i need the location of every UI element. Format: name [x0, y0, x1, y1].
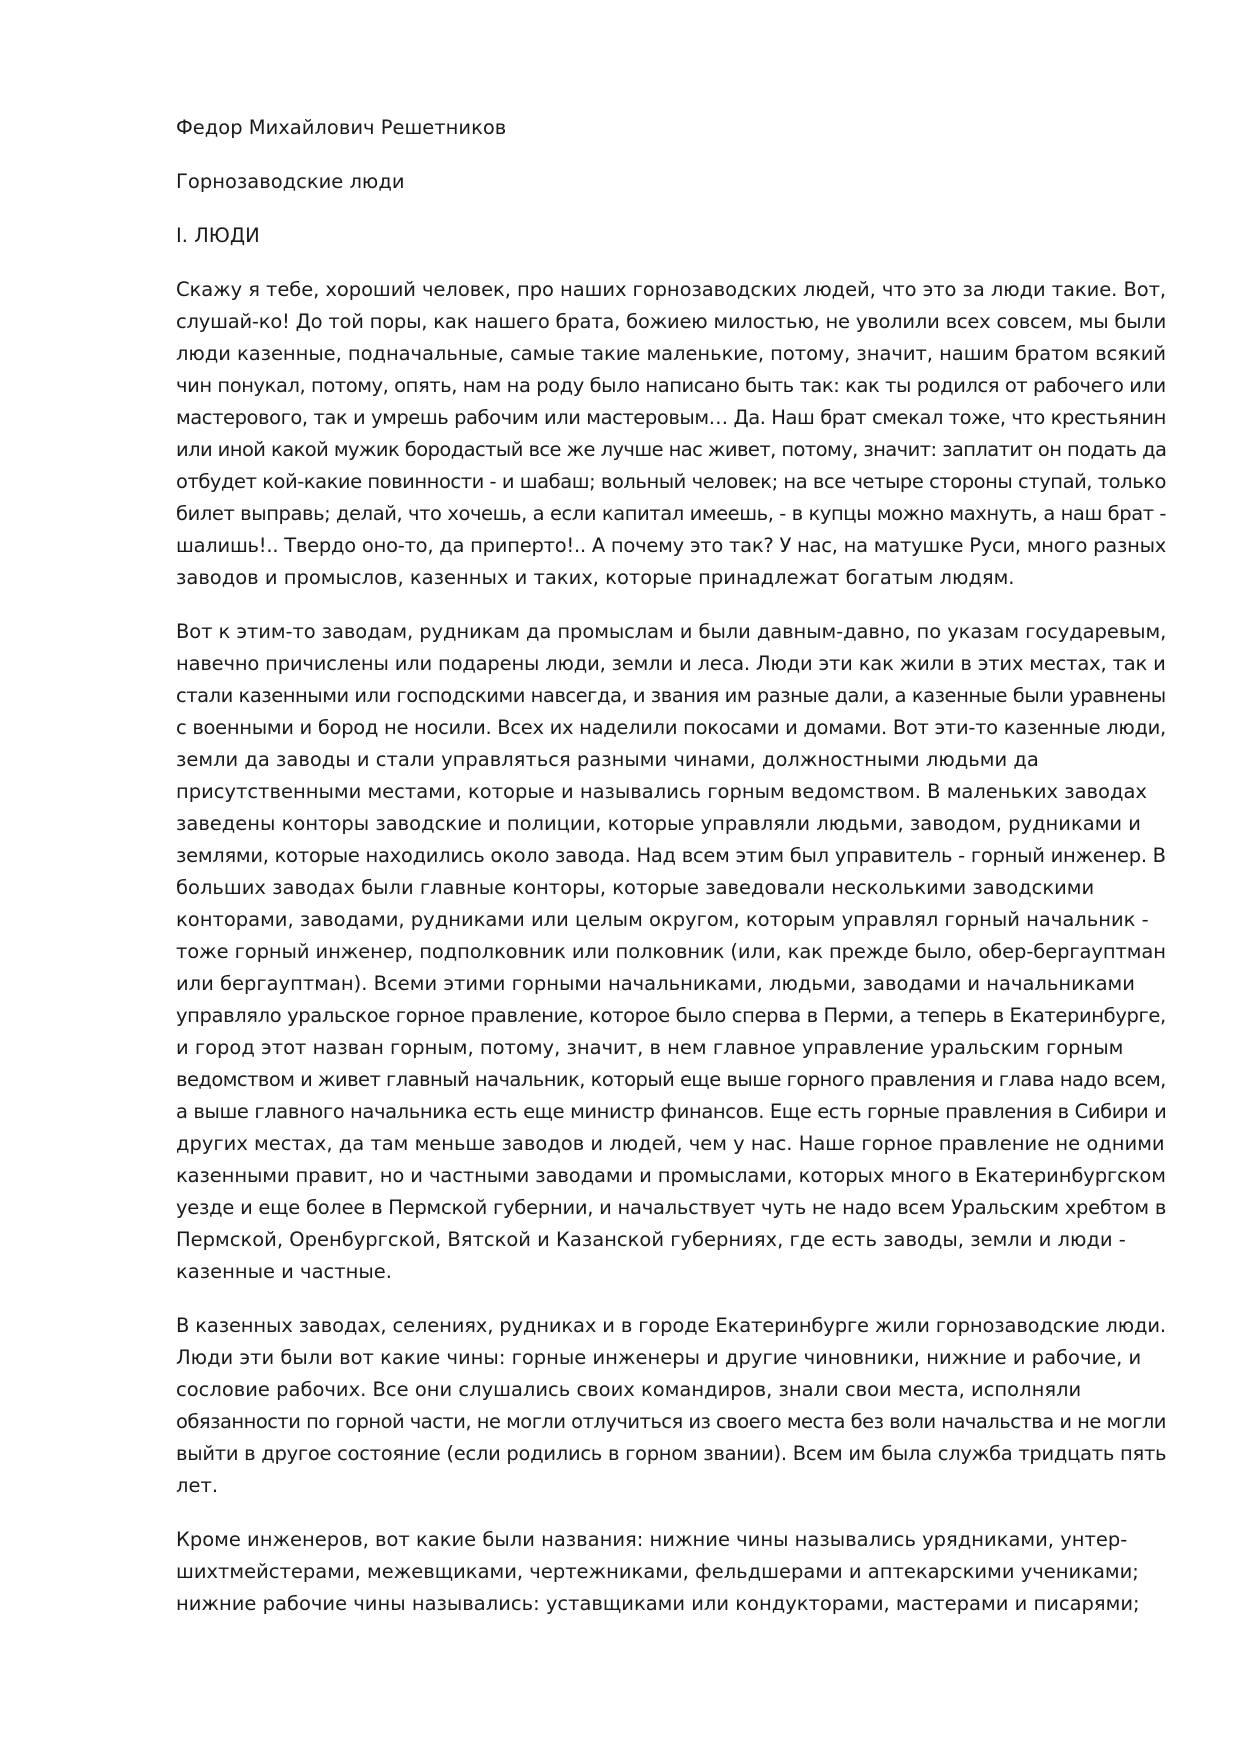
text-line: и город этот назван горным, потому, значит, в нем главное управление уральским горным — [176, 1036, 1124, 1059]
chapter-heading: I. ЛЮДИ — [176, 224, 260, 247]
text-line: сословие рабочих. Все они слушались своих командиров, знали свои места, исполняли — [176, 1378, 1082, 1401]
text-line: заведены конторы заводские и полиции, которые управляли людьми, заводом, рудниками и — [176, 812, 1141, 835]
text-line: больших заводах были главные конторы, которые заведовали несколькими заводскими — [176, 876, 1095, 899]
text-line: слушай-ко! До той поры, как нашего брата, божиею милостью, не уволили всех совсем, мы были — [176, 310, 1167, 333]
text-line: билет выправь; делай, что хочешь, а если капитал имеешь, - в купцы можно махнуть, а наш брат - — [176, 502, 1167, 525]
text-line: шалишь!.. Твердо оно-то, да приперто!.. А почему это так? У нас, на матушке Руси, много разных — [176, 534, 1167, 557]
text-line: земли да заводы и стали управляться разными чинами, должностными людьми да — [176, 748, 1039, 771]
text-line: стали казенными или господскими навсегда, и звания им разные дали, а казенные были уравнены — [176, 684, 1166, 707]
text-line: с военными и бород не носили. Всех их наделили покосами и домами. Вот эти-то казенные люди, — [176, 716, 1166, 739]
text-line: управляло уральское горное правление, которое было сперва в Перми, а теперь в Екатеринбурге, — [176, 1004, 1166, 1027]
document-body — [176, 112, 1166, 1642]
text-line: конторами, заводами, рудниками или целым округом, которым управлял горный начальник - — [176, 908, 1149, 931]
text-line: Пермской, Оренбургской, Вятской и Казанской губерниях, где есть заводы, земли и люди - — [176, 1228, 1126, 1251]
text-line: ведомством и живет главный начальник, который еще выше горного правления и глава надо всем, — [176, 1068, 1166, 1091]
text-line: люди казенные, подначальные, самые такие маленькие, потому, значит, нашим братом всякий — [176, 342, 1166, 365]
body-paragraph — [176, 616, 1166, 1288]
text-line: присутственными местами, которые и назывались горным ведомством. В маленьких заводах — [176, 780, 1147, 803]
text-line: обязанности по горной части, не могли отлучиться из своего места без воли начальства и не могли — [176, 1410, 1166, 1433]
paragraphs-container — [176, 274, 1166, 1620]
text-line: мастерового, так и умрешь рабочим или мастеровым… Да. Наш брат смекал тоже, что крестьянин — [176, 406, 1166, 429]
text-line: а выше главного начальника есть еще министр финансов. Еще есть горные правления в Сибири и — [176, 1100, 1167, 1123]
text-line: казенные и частные. — [176, 1260, 392, 1283]
text-line: землями, которые находились около завода. Над всем этим был управитель - горный инженер. В — [176, 844, 1166, 867]
text-line: отбудет кой-какие повинности - и шабаш; вольный человек; на все четыре стороны ступай, только — [176, 470, 1166, 493]
body-paragraph — [176, 1310, 1166, 1502]
text-line: Кроме инженеров, вот какие были названия: нижние чины назывались урядниками, унтер- — [176, 1528, 1128, 1551]
text-line: выйти в другое состояние (если родились в горном звании). Всем им была служба тридцать пять — [176, 1442, 1167, 1465]
text-line: навечно причислены или подарены люди, земли и леса. Люди эти как жили в этих местах, так и — [176, 652, 1166, 675]
text-line: чин понукал, потому, опять, нам на роду было написано быть так: как ты родился от рабочего или — [176, 374, 1166, 397]
text-line: нижние рабочие чины назывались: уставщиками или кондукторами, мастерами и писарями; — [176, 1592, 1140, 1615]
text-line: других местах, да там меньше заводов и людей, чем у нас. Наше горное правление не одними — [176, 1132, 1165, 1155]
text-line: Люди эти были вот какие чины: горные инженеры и другие чиновники, нижние и рабочие, и — [176, 1346, 1142, 1369]
text-line: тоже горный инженер, подполковник или полковник (или, как прежде было, обер-бергауптман — [176, 940, 1166, 963]
text-line: Скажу я тебе, хороший человек, про наших горнозаводских людей, что это за люди такие. Вот, — [176, 278, 1167, 301]
document-title: Горнозаводские люди — [176, 170, 405, 193]
author-name: Федор Михайлович Решетников — [176, 116, 507, 139]
text-line: шихтмейстерами, межевщиками, чертежниками, фельдшерами и аптекарскими учениками; — [176, 1560, 1139, 1583]
body-paragraph — [176, 274, 1166, 594]
text-line: В казенных заводах, селениях, рудниках и в городе Екатеринбурге жили горнозаводские люди. — [176, 1314, 1166, 1337]
text-line: Вот к этим-то заводам, рудникам да промыслам и были давным-давно, по указам государевым, — [176, 620, 1167, 643]
text-line: или иной какой мужик бородастый все же лучше нас живет, потому, значит: заплатит он подать да — [176, 438, 1167, 461]
body-paragraph — [176, 1524, 1166, 1620]
text-line: казенными правит, но и частными заводами и промыслами, которых много в Екатеринбургском — [176, 1164, 1166, 1187]
text-line: уезде и еще более в Пермской губернии, и начальствует чуть не надо всем Уральским хребтом в — [176, 1196, 1167, 1219]
text-line: заводов и промыслов, казенных и таких, которые принадлежат богатым людям. — [176, 566, 1015, 589]
text-line: или бергауптман). Всеми этими горными начальниками, людьми, заводами и начальниками — [176, 972, 1135, 995]
text-line: лет. — [176, 1474, 219, 1497]
